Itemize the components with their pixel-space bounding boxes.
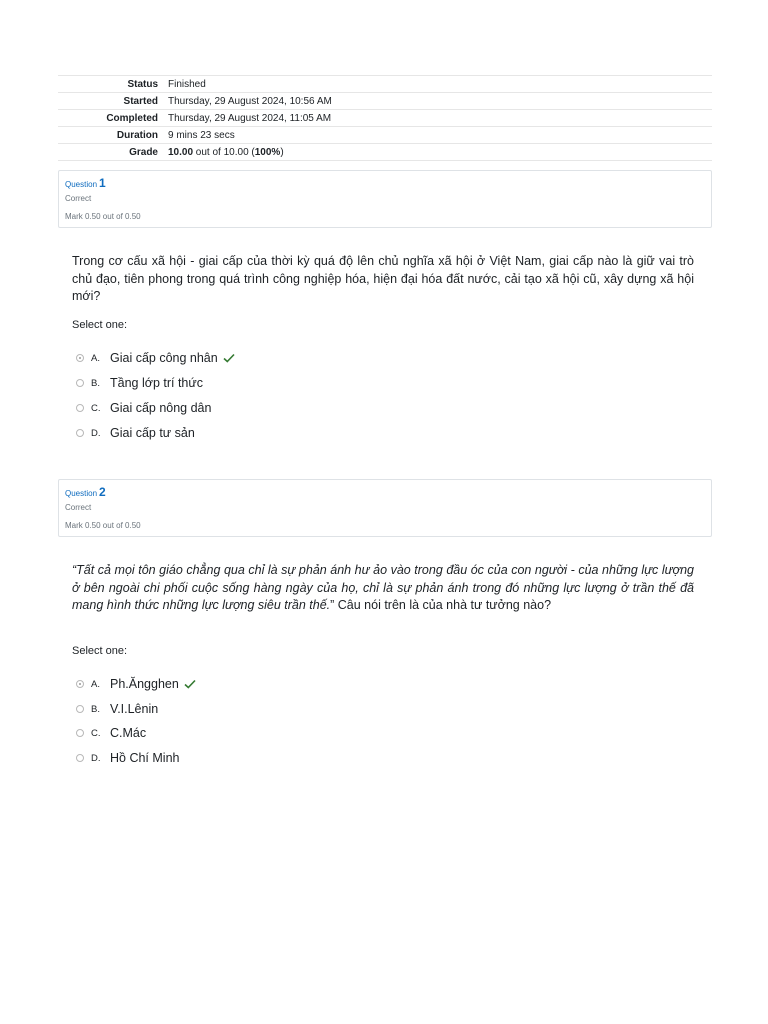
answer-letter: D.	[91, 427, 101, 439]
question-number	[65, 485, 106, 499]
radio-icon[interactable]	[76, 705, 84, 713]
check-icon	[223, 353, 235, 363]
radio-icon[interactable]	[76, 404, 84, 412]
radio-icon[interactable]	[76, 354, 84, 362]
summary-label: Grade	[129, 146, 158, 158]
answer-text: Giai cấp nông dân	[110, 401, 212, 415]
question-state: Correct	[65, 503, 92, 512]
answer-text: Ph.Ăngghen	[110, 677, 179, 691]
answer-letter: D.	[91, 752, 101, 764]
summary-row-completed	[58, 110, 712, 127]
attempt-summary-table	[58, 75, 712, 161]
grade-percent: 100%	[254, 146, 281, 158]
question-text	[72, 562, 694, 615]
check-icon	[184, 679, 196, 689]
question-ask: ” Câu nói trên là của nhà tư tưởng nào?	[330, 598, 552, 612]
question-info-box	[58, 170, 712, 228]
summary-label: Completed	[106, 112, 158, 124]
summary-label: Started	[123, 95, 158, 107]
answer-option[interactable]	[76, 424, 195, 442]
summary-value	[164, 144, 712, 161]
question-label: Question	[65, 180, 98, 189]
select-one-prompt: Select one:	[72, 319, 128, 331]
summary-row-grade	[58, 144, 712, 161]
summary-label: Duration	[116, 129, 158, 141]
question-number	[65, 176, 106, 190]
radio-icon[interactable]	[76, 680, 84, 688]
radio-icon[interactable]	[76, 429, 84, 437]
question-text: Trong cơ cấu xã hội - giai cấp của thời kỳ quá độ lên chủ nghĩa xã hội ở Việt Nam, giai cấp nào là giữ vai trò chủ đạo, tiên phong trong quá trình công nghiệp hóa, hiện đại hóa đất nước, cải tạo xã hội cũ, xây dựng xã hội mới?	[72, 254, 694, 303]
answer-option[interactable]	[76, 399, 211, 417]
answer-letter: B.	[91, 377, 100, 389]
answer-option[interactable]	[76, 724, 146, 742]
summary-row-status	[58, 76, 712, 93]
answer-letter: C.	[91, 727, 101, 739]
answer-text: C.Mác	[110, 726, 147, 740]
answer-letter: A.	[91, 678, 100, 690]
question-quote: “Tất cả mọi tôn giáo chẳng qua chỉ là sự phản ánh hư ảo vào trong đầu óc của con người - của những lực lượng ở bên ngoài chi phối cuộc sống hàng ngày của họ, chỉ là sự phản ánh trong đó những lực lượng ở trần thế đã mang hình thức những lực lượng siêu trần thế.	[72, 563, 694, 612]
radio-icon[interactable]	[76, 379, 84, 387]
answer-option[interactable]	[76, 700, 158, 718]
grade-end: )	[280, 146, 284, 158]
radio-icon[interactable]	[76, 754, 84, 762]
answer-option[interactable]	[76, 374, 203, 392]
summary-row-duration	[58, 127, 712, 144]
grade-middle: out of 10.00 (	[193, 146, 255, 158]
answer-letter: B.	[91, 703, 100, 715]
answer-option[interactable]	[76, 675, 196, 693]
question-state: Correct	[65, 194, 92, 203]
summary-value: Finished	[168, 78, 206, 90]
question-number-value: 2	[99, 485, 106, 499]
answer-text: Hồ Chí Minh	[110, 751, 180, 765]
question-number-value: 1	[99, 176, 106, 190]
answer-text: Giai cấp công nhân	[110, 351, 218, 365]
answer-text: Giai cấp tư sản	[110, 426, 195, 440]
question-label: Question	[65, 489, 98, 498]
summary-value: 9 mins 23 secs	[168, 129, 235, 141]
summary-label: Status	[127, 78, 158, 90]
answer-letter: C.	[91, 402, 101, 414]
answer-text: Tầng lớp trí thức	[110, 376, 203, 390]
question-mark: Mark 0.50 out of 0.50	[65, 212, 141, 221]
summary-value: Thursday, 29 August 2024, 11:05 AM	[168, 112, 332, 124]
select-one-prompt: Select one:	[72, 645, 128, 657]
answer-text: V.I.Lênin	[110, 702, 159, 716]
answer-option[interactable]	[76, 349, 235, 367]
summary-row-started	[58, 93, 712, 110]
summary-value: Thursday, 29 August 2024, 10:56 AM	[168, 95, 332, 107]
answer-letter: A.	[91, 352, 100, 364]
question-info-box	[58, 479, 712, 537]
question-mark: Mark 0.50 out of 0.50	[65, 521, 141, 530]
radio-icon[interactable]	[76, 729, 84, 737]
answer-option[interactable]	[76, 749, 179, 767]
grade-score: 10.00	[168, 146, 194, 158]
